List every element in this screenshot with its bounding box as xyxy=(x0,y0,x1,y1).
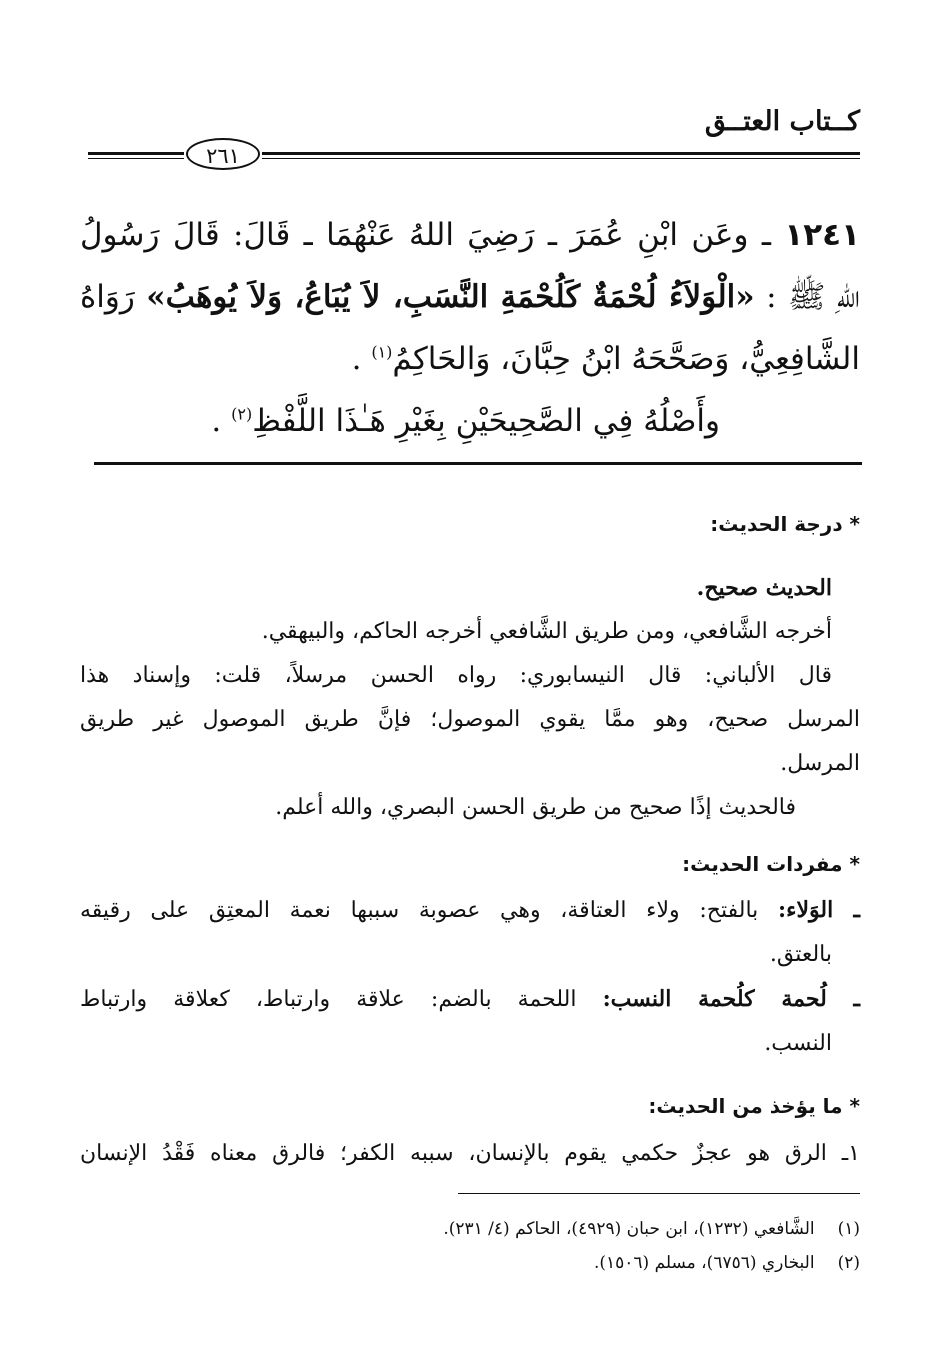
running-title: كــتاب العتــق xyxy=(704,106,860,137)
footnote-ref-2[interactable]: (٢) xyxy=(231,404,253,424)
footnote-1-text: الشَّافعي (١٢٣٢)، ابن حبان (٤٩٢٩)، الحاكم (٤/ ٢٣١). xyxy=(443,1219,815,1239)
hadith-line-4 xyxy=(80,390,860,452)
footnote-1 xyxy=(80,1212,860,1246)
lessons-section xyxy=(80,1086,860,1176)
vocab-heading: * مفردات الحديث: xyxy=(682,852,860,876)
lessons-item-1: ١ـ الرق هو عجزٌ حكمي يقوم بالإنسان، سببه الكفر؛ فالرق معناه فَقْدُ الإنسان xyxy=(80,1141,860,1166)
grade-heading: * درجة الحديث: xyxy=(710,512,860,536)
grade-section xyxy=(80,504,860,830)
footnote-2-number: (٢) xyxy=(837,1253,860,1273)
vocab-item-1-term: ـ الوَلاء: xyxy=(777,897,860,923)
hadith-line-3-text: الشَّافِعِيُّ، وَصَحَّحَهُ ابْنُ حِبَّانَ، وَالحَاكِمُ xyxy=(392,341,860,377)
vocab-item-2-line-1: اللحمة بالضم: علاقة وارتباط، كعلاقة وارتباط xyxy=(80,987,577,1012)
page-number: ٢٦١ xyxy=(186,138,260,170)
vocab-item-2-term: ـ لُحمة كلُحمة النسب: xyxy=(602,986,860,1012)
hadith-line-1-text: ـ وعَن ابْنِ عُمَرَ ـ رَضِيَ اللهُ عَنْهُمَا ـ قَالَ: قَالَ رَسُولُ xyxy=(80,217,771,253)
hadith-line-2-prefix: اللهِ ﷺ : xyxy=(766,279,861,315)
hadith-line-4-end: . xyxy=(211,403,222,439)
grade-paragraph-2: أخرجه الشَّافعي، ومن طريق الشَّافعي أخرجه الحاكم، والبيهقي. xyxy=(261,619,832,644)
grade-verdict: الحديث صحيح. xyxy=(696,575,832,601)
vocab-item-1-line-2: بالعتق. xyxy=(769,942,832,967)
footnote-rule xyxy=(458,1193,860,1194)
footnote-1-number: (١) xyxy=(837,1219,860,1239)
vocab-section xyxy=(80,844,860,1066)
lessons-heading: * ما يؤخذ من الحديث: xyxy=(648,1094,860,1118)
hadith-text xyxy=(80,204,860,452)
hadith-line-4-text: وأَصْلُهُ فِي الصَّحِيحَيْنِ بِغَيْرِ هَـٰذَا اللَّفْظِ xyxy=(252,403,720,439)
hadith-quote: «الْوَلاَءُ لُحْمَةٌ كَلُحْمَةِ النَّسَبِ، لاَ يُبَاعُ، وَلاَ يُوهَبُ» xyxy=(146,279,755,315)
footnotes xyxy=(80,1212,860,1280)
vocab-item-1-line-1: بالفتح: ولاء العتاقة، وهي عصوبة سببها نعمة المعتِق على رقيقه xyxy=(80,898,759,923)
footnote-2-text: البخاري (٦٧٥٦)، مسلم (١٥٠٦). xyxy=(593,1253,815,1273)
hadith-number: ١٢٤١ xyxy=(784,217,861,253)
footnote-ref-1[interactable]: (١) xyxy=(371,342,393,362)
grade-paragraph-3-line-1: قال الألباني: قال النيسابوري: رواه الحسن مرسلاً، قلت: وإسناد هذا xyxy=(80,663,832,688)
section-divider xyxy=(94,462,862,465)
footnote-2 xyxy=(80,1246,860,1280)
header-rule-right xyxy=(262,152,860,159)
hadith-line-1 xyxy=(80,204,860,266)
grade-paragraph-3-line-2: المرسل صحيح، وهو ممَّا يقوي الموصول؛ فإنَّ طريق الموصول غير طريق xyxy=(80,707,860,732)
hadith-line-2 xyxy=(80,266,860,328)
hadith-line-3 xyxy=(80,328,860,390)
vocab-item-1 xyxy=(80,888,860,933)
header-rule-left xyxy=(88,152,184,159)
grade-paragraph-4: فالحديث إذًا صحيح من طريق الحسن البصري، والله أعلم. xyxy=(275,795,796,820)
vocab-item-2-line-2: النسب. xyxy=(764,1031,832,1056)
vocab-item-2 xyxy=(80,977,860,1022)
hadith-line-2-suffix: رَوَاهُ xyxy=(80,279,135,315)
grade-paragraph-3-line-3: المرسل. xyxy=(780,751,860,776)
hadith-line-3-end: . xyxy=(351,341,362,377)
